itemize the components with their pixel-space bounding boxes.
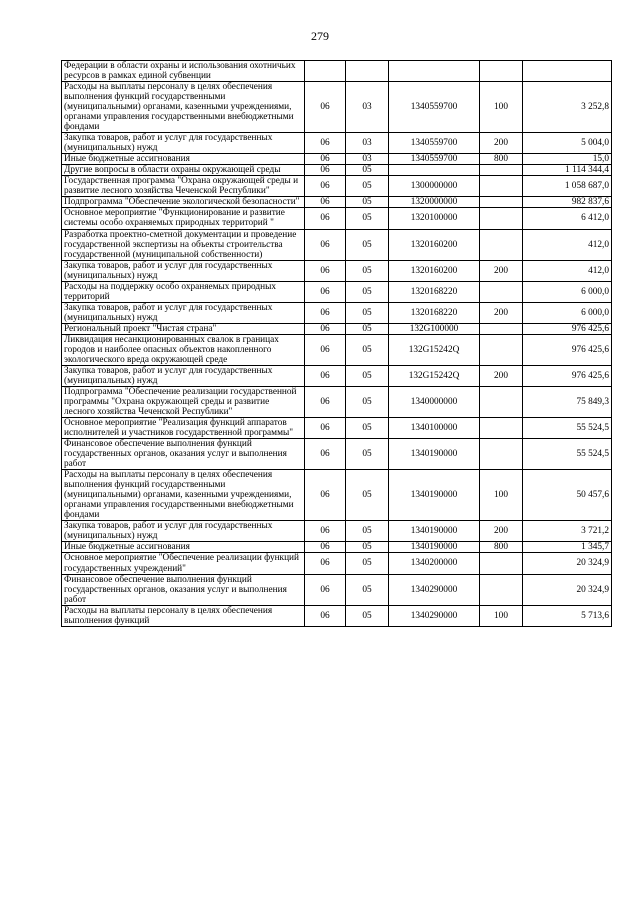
- expense-name-cell: Закупка товаров, работ и услуг для государственных (муниципальных) нужд: [62, 365, 305, 386]
- expense-type-cell: [480, 208, 523, 229]
- amount-cell: 50 457,6: [523, 470, 612, 521]
- target-article-cell: 1300000000: [389, 176, 480, 197]
- target-article-cell: 1340100000: [389, 418, 480, 439]
- amount-cell: 6 000,0: [523, 302, 612, 323]
- amount-cell: 20 324,9: [523, 553, 612, 574]
- section-code-cell: 06: [305, 133, 346, 154]
- table-row: [62, 553, 612, 574]
- subsection-code-cell: 05: [346, 542, 389, 553]
- subsection-code-cell: 05: [346, 521, 389, 542]
- subsection-code-cell: 05: [346, 439, 389, 470]
- expense-type-cell: 200: [480, 365, 523, 386]
- expense-type-cell: [480, 61, 523, 82]
- expense-type-cell: 200: [480, 302, 523, 323]
- target-article-cell: [389, 165, 480, 176]
- expense-type-cell: 800: [480, 154, 523, 165]
- table-row: [62, 605, 612, 626]
- expense-type-cell: [480, 165, 523, 176]
- table-row: [62, 542, 612, 553]
- amount-cell: 982 837,6: [523, 197, 612, 208]
- target-article-cell: 1340559700: [389, 154, 480, 165]
- expense-name-cell: Федерации в области охраны и использования охотничьих ресурсов в рамках единой субвенции: [62, 61, 305, 82]
- expense-type-cell: 200: [480, 521, 523, 542]
- table-row: [62, 418, 612, 439]
- table-row: [62, 133, 612, 154]
- expense-type-cell: 200: [480, 260, 523, 281]
- target-article-cell: [389, 61, 480, 82]
- section-code-cell: 06: [305, 82, 346, 133]
- section-code-cell: 06: [305, 229, 346, 260]
- table-row: [62, 365, 612, 386]
- table-row: [62, 470, 612, 521]
- subsection-code-cell: 05: [346, 165, 389, 176]
- amount-cell: 1 058 687,0: [523, 176, 612, 197]
- table-row: [62, 302, 612, 323]
- subsection-code-cell: 05: [346, 386, 389, 417]
- target-article-cell: 1340559700: [389, 82, 480, 133]
- expense-type-cell: 800: [480, 542, 523, 553]
- expense-type-cell: [480, 281, 523, 302]
- expense-type-cell: [480, 323, 523, 334]
- subsection-code-cell: 05: [346, 208, 389, 229]
- amount-cell: 5 004,0: [523, 133, 612, 154]
- expense-name-cell: Другие вопросы в области охраны окружающей среды: [62, 165, 305, 176]
- expense-name-cell: Основное мероприятие "Реализация функций аппаратов исполнителей и участников государственной программы": [62, 418, 305, 439]
- table-row: [62, 176, 612, 197]
- expense-name-cell: Расходы на выплаты персоналу в целях обеспечения выполнения функций государственными (муниципальными) органами, казенными учреждениями, органами управления государственными внебюджетными фондами: [62, 470, 305, 521]
- target-article-cell: 1340290000: [389, 574, 480, 605]
- amount-cell: 976 425,6: [523, 334, 612, 365]
- amount-cell: 412,0: [523, 229, 612, 260]
- section-code-cell: 06: [305, 334, 346, 365]
- target-article-cell: 1340190000: [389, 470, 480, 521]
- table-row: [62, 229, 612, 260]
- subsection-code-cell: 05: [346, 302, 389, 323]
- target-article-cell: 1340000000: [389, 386, 480, 417]
- expense-name-cell: Государственная программа "Охрана окружающей среды и развитие лесного хозяйства Чеченской Республики": [62, 176, 305, 197]
- expense-type-cell: [480, 574, 523, 605]
- amount-cell: 75 849,3: [523, 386, 612, 417]
- expense-name-cell: Подпрограмма "Обеспечение реализации государственной программы "Охрана окружающей среды и развитие лесного хозяйства Чеченской Республики": [62, 386, 305, 417]
- subsection-code-cell: 05: [346, 365, 389, 386]
- expense-name-cell: Расходы на выплаты персоналу в целях обеспечения выполнения функций: [62, 605, 305, 626]
- target-article-cell: 1320160200: [389, 229, 480, 260]
- expense-type-cell: [480, 553, 523, 574]
- expense-name-cell: Ликвидация несанкционированных свалок в границах городов и наиболее опасных объектов накопленного экологического вреда окружающей среде: [62, 334, 305, 365]
- section-code-cell: 06: [305, 605, 346, 626]
- expense-name-cell: Региональный проект "Чистая страна": [62, 323, 305, 334]
- expense-name-cell: Иные бюджетные ассигнования: [62, 154, 305, 165]
- target-article-cell: 1340190000: [389, 439, 480, 470]
- subsection-code-cell: 05: [346, 229, 389, 260]
- target-article-cell: 1320100000: [389, 208, 480, 229]
- expense-type-cell: [480, 439, 523, 470]
- expense-name-cell: Основное мероприятие "Обеспечение реализации функций государственных учреждений": [62, 553, 305, 574]
- table-row: [62, 439, 612, 470]
- table-row: [62, 521, 612, 542]
- subsection-code-cell: 05: [346, 281, 389, 302]
- section-code-cell: 06: [305, 208, 346, 229]
- amount-cell: 5 713,6: [523, 605, 612, 626]
- expense-type-cell: 100: [480, 470, 523, 521]
- section-code-cell: 06: [305, 418, 346, 439]
- expense-name-cell: Подпрограмма "Обеспечение экологической безопасности": [62, 197, 305, 208]
- section-code-cell: 06: [305, 165, 346, 176]
- target-article-cell: 132G15242Q: [389, 334, 480, 365]
- amount-cell: 20 324,9: [523, 574, 612, 605]
- amount-cell: 1 345,7: [523, 542, 612, 553]
- target-article-cell: 1320168220: [389, 281, 480, 302]
- subsection-code-cell: 05: [346, 574, 389, 605]
- expense-name-cell: Закупка товаров, работ и услуг для государственных (муниципальных) нужд: [62, 260, 305, 281]
- expense-type-cell: [480, 418, 523, 439]
- amount-cell: 3 721,2: [523, 521, 612, 542]
- subsection-code-cell: 05: [346, 470, 389, 521]
- subsection-code-cell: 05: [346, 323, 389, 334]
- expense-type-cell: 100: [480, 82, 523, 133]
- expense-name-cell: Иные бюджетные ассигнования: [62, 542, 305, 553]
- expense-name-cell: Финансовое обеспечение выполнения функций государственных органов, оказания услуг и выполнения работ: [62, 439, 305, 470]
- section-code-cell: 06: [305, 574, 346, 605]
- table-row: [62, 334, 612, 365]
- amount-cell: 412,0: [523, 260, 612, 281]
- subsection-code-cell: 03: [346, 82, 389, 133]
- table-row: [62, 208, 612, 229]
- table-row: [62, 574, 612, 605]
- target-article-cell: 1320168220: [389, 302, 480, 323]
- expense-name-cell: Закупка товаров, работ и услуг для государственных (муниципальных) нужд: [62, 302, 305, 323]
- expense-name-cell: Расходы на выплаты персоналу в целях обеспечения выполнения функций государственными (муниципальными) органами, казенными учреждениями, органами управления государственными внебюджетными фондами: [62, 82, 305, 133]
- expense-name-cell: Разработка проектно-сметной документации и проведение государственной экспертизы на объекты строительства государственной (муниципальной собственности): [62, 229, 305, 260]
- amount-cell: 6 000,0: [523, 281, 612, 302]
- target-article-cell: 1340190000: [389, 542, 480, 553]
- section-code-cell: 06: [305, 542, 346, 553]
- subsection-code-cell: [346, 61, 389, 82]
- section-code-cell: 06: [305, 260, 346, 281]
- subsection-code-cell: 05: [346, 334, 389, 365]
- subsection-code-cell: 03: [346, 133, 389, 154]
- target-article-cell: 132G100000: [389, 323, 480, 334]
- expense-type-cell: [480, 386, 523, 417]
- expense-type-cell: 200: [480, 133, 523, 154]
- budget-table: [61, 60, 612, 627]
- expense-name-cell: Финансовое обеспечение выполнения функций государственных органов, оказания услуг и выполнения работ: [62, 574, 305, 605]
- subsection-code-cell: 05: [346, 553, 389, 574]
- subsection-code-cell: 05: [346, 176, 389, 197]
- expense-name-cell: Расходы на поддержку особо охраняемых природных территорий: [62, 281, 305, 302]
- amount-cell: 15,0: [523, 154, 612, 165]
- section-code-cell: 06: [305, 323, 346, 334]
- table-row: [62, 197, 612, 208]
- section-code-cell: 06: [305, 197, 346, 208]
- expense-type-cell: [480, 334, 523, 365]
- section-code-cell: 06: [305, 470, 346, 521]
- expense-name-cell: Закупка товаров, работ и услуг для государственных (муниципальных) нужд: [62, 521, 305, 542]
- section-code-cell: 06: [305, 176, 346, 197]
- amount-cell: 976 425,6: [523, 365, 612, 386]
- subsection-code-cell: 05: [346, 605, 389, 626]
- target-article-cell: 1320000000: [389, 197, 480, 208]
- subsection-code-cell: 03: [346, 154, 389, 165]
- section-code-cell: 06: [305, 365, 346, 386]
- section-code-cell: [305, 61, 346, 82]
- amount-cell: 55 524,5: [523, 418, 612, 439]
- expense-type-cell: [480, 176, 523, 197]
- target-article-cell: 1340200000: [389, 553, 480, 574]
- section-code-cell: 06: [305, 154, 346, 165]
- target-article-cell: 1340559700: [389, 133, 480, 154]
- section-code-cell: 06: [305, 386, 346, 417]
- expense-type-cell: [480, 229, 523, 260]
- table-row: [62, 61, 612, 82]
- amount-cell: 6 412,0: [523, 208, 612, 229]
- table-row: [62, 154, 612, 165]
- expense-name-cell: Основное мероприятие "Функционирование и развитие системы особо охраняемых природных территорий ": [62, 208, 305, 229]
- table-row: [62, 82, 612, 133]
- subsection-code-cell: 05: [346, 260, 389, 281]
- section-code-cell: 06: [305, 302, 346, 323]
- target-article-cell: 1320160200: [389, 260, 480, 281]
- section-code-cell: 06: [305, 553, 346, 574]
- section-code-cell: 06: [305, 521, 346, 542]
- subsection-code-cell: 05: [346, 197, 389, 208]
- target-article-cell: 1340290000: [389, 605, 480, 626]
- table-row: [62, 165, 612, 176]
- expense-type-cell: [480, 197, 523, 208]
- table-row: [62, 281, 612, 302]
- table-row: [62, 260, 612, 281]
- table-row: [62, 386, 612, 417]
- amount-cell: 976 425,6: [523, 323, 612, 334]
- expense-name-cell: Закупка товаров, работ и услуг для государственных (муниципальных) нужд: [62, 133, 305, 154]
- amount-cell: 3 252,8: [523, 82, 612, 133]
- amount-cell: [523, 61, 612, 82]
- subsection-code-cell: 05: [346, 418, 389, 439]
- page-number: 279: [311, 29, 329, 43]
- section-code-cell: 06: [305, 281, 346, 302]
- amount-cell: 55 524,5: [523, 439, 612, 470]
- table-row: [62, 323, 612, 334]
- amount-cell: 1 114 344,4: [523, 165, 612, 176]
- target-article-cell: 1340190000: [389, 521, 480, 542]
- expense-type-cell: 100: [480, 605, 523, 626]
- target-article-cell: 132G15242Q: [389, 365, 480, 386]
- section-code-cell: 06: [305, 439, 346, 470]
